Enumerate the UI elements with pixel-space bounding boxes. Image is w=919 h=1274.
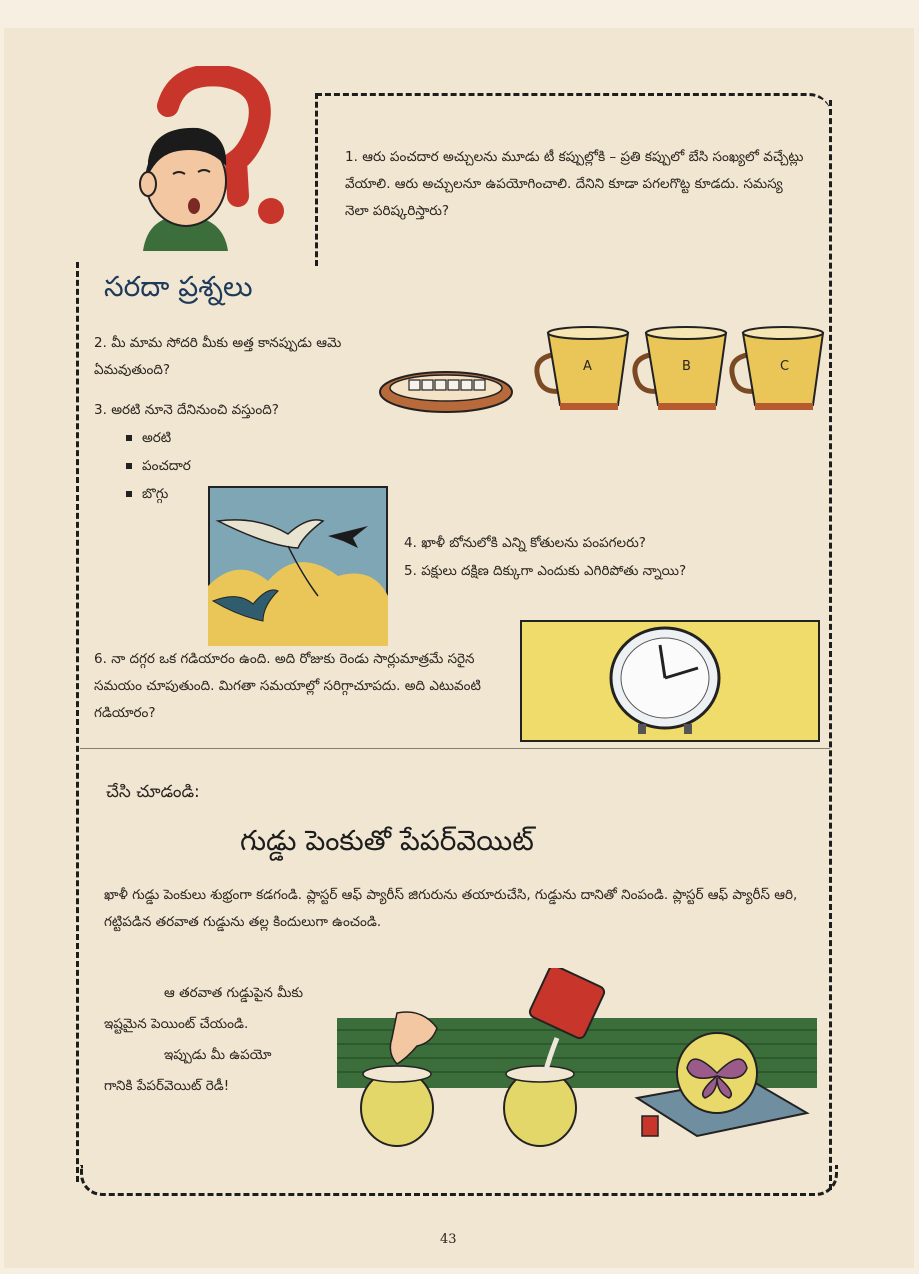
bullet-icon <box>126 435 132 441</box>
eggshell-paperweight-illustration <box>337 968 817 1148</box>
frame-right-edge <box>829 100 832 1190</box>
try-it-heading: చేసి చూడండి: <box>106 782 200 802</box>
question-3: 3. అరటి నూనె దేనినుంచి వస్తుంది? <box>94 402 279 418</box>
craft-line: గానికి పేపర్‌వెయిట్ రెడీ! <box>104 1078 230 1094</box>
flying-birds-illustration <box>208 486 388 646</box>
page-number: 43 <box>440 1232 457 1247</box>
question-1 <box>345 144 807 225</box>
question-3-option: బొగ్గు <box>126 481 168 508</box>
question-3-option: పంచదార <box>126 453 191 480</box>
saucer-with-sugar-cubes-illustration <box>376 364 516 416</box>
cup-a <box>530 325 630 415</box>
cup-a-label: A <box>583 359 592 374</box>
question-5: 5. పక్షులు దక్షిణ దిక్కుగా ఎందుకు ఎగిరిపోతు న్నాయి? <box>404 563 687 579</box>
question-4: 4. ఖాళీ బోనులోకి ఎన్ని కోతులను పంపగలరు? <box>404 535 646 551</box>
craft-line: ఇప్పుడు మీ ఉపయో <box>164 1047 272 1063</box>
bullet-icon <box>126 491 132 497</box>
question-1-number: 1. <box>345 149 358 165</box>
question-1-text: ఆరు పంచదార అచ్చులను మూడు టీ కప్పుల్లోకి – ప్రతి కప్పులో బేసి సంఖ్యలో వచ్చేట్లు వేయాలి. ఆరు అచ్చులనూ ఉపయోగించాలి. దేనిని కూడా పగలగొట్ట కూడదు. సమస్య నెలా పరిష్కరిస్తారు? <box>345 149 804 219</box>
alarm-clock-illustration <box>520 620 820 742</box>
craft-line: ఆ తరవాత గుడ్డుపైన మీకు <box>164 985 304 1001</box>
section-title: సరదా ప్రశ్నలు <box>104 270 253 303</box>
craft-line: ఇష్టమైన పెయింట్ చేయండి. <box>104 1016 249 1032</box>
craft-paragraph: ఖాళీ గుడ్డు పెంకులు శుభ్రంగా కడగండి. ప్లాస్టర్ ఆఫ్ ప్యారీస్ జిగురును తయారుచేసి, గుడ్డును దానితో నింపండి. ప్లాస్టర్ ఆఫ్ ప్యారీస్ ఆరి, గట్టిపడిన తరవాత గుడ్డును తల్ల కిందులుగా ఉంచండి. <box>104 887 798 930</box>
section-divider <box>80 748 830 749</box>
frame-left-edge <box>76 262 79 1182</box>
craft-title: గుడ్డు పెంకుతో పేపర్‌వెయిట్ <box>240 824 534 857</box>
cup-c-label: C <box>780 359 790 374</box>
tea-cups-illustration <box>530 325 825 415</box>
question-2: 2. మీ మామ సోదరి మీకు అత్త కానప్పుడు ఆమె ఏమవుతుంది? <box>94 335 342 378</box>
question-3-option: అరటి <box>126 425 171 452</box>
frame-bottom-edge <box>80 1165 838 1196</box>
cup-b <box>628 325 728 415</box>
question-6: 6. నా దగ్గర ఒక గడియారం ఉంది. అది రోజుకు రెండు సార్లుమాత్రమే సరైన సమయం చూపుతుంది. మిగతా సమయాల్లో సరిగ్గాచూపదు. అది ఎటువంటి గడియారం? <box>94 651 481 721</box>
cup-c <box>725 325 825 415</box>
bullet-icon <box>126 463 132 469</box>
thinking-boy-illustration <box>128 66 298 266</box>
cup-b-label: B <box>682 359 691 374</box>
